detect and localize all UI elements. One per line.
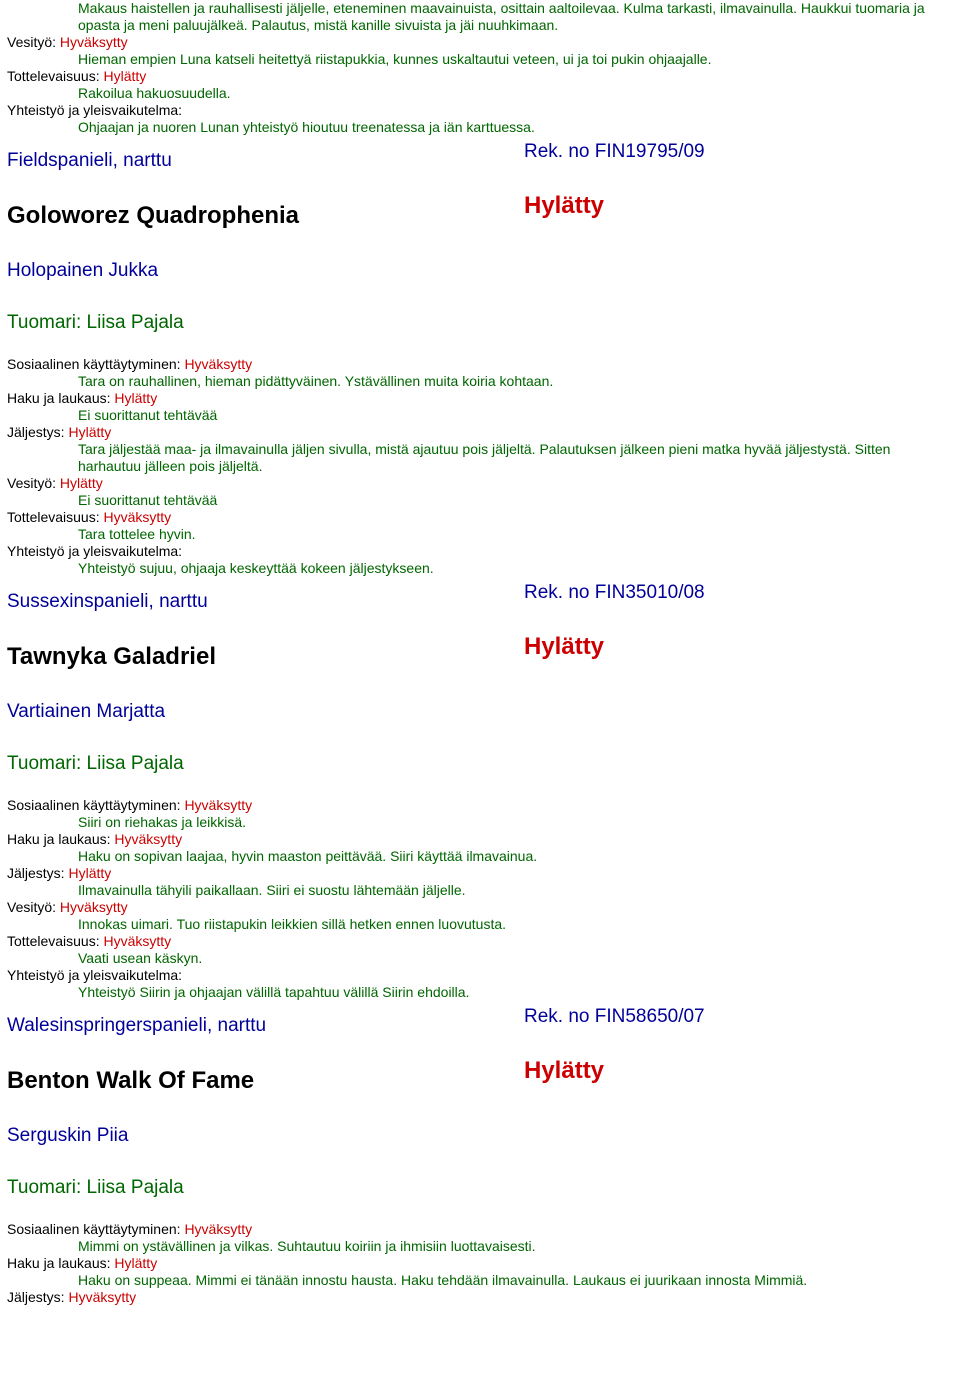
criterion-row [7, 1255, 960, 1272]
comment-text: Makaus haistellen ja rauhallisesti jäljelle, eteneminen maavainuista, osittain aaltoilevaa. Kulma tarkasti, ilmavainulla. Haukkui tuomaria ja [78, 0, 925, 16]
criterion-label: Haku ja laukaus: [7, 1255, 111, 1271]
dog-name: Tawnyka Galadriel [7, 643, 216, 670]
criterion-result: Hyväksytty [59, 34, 128, 50]
comment-text: Ilmavainulla tähyili paikallaan. Siiri ei suostu lähtemään jäljelle. [78, 882, 466, 898]
criterion-row [7, 831, 960, 848]
dog-header [7, 577, 960, 701]
criterion-row [7, 356, 960, 373]
comment-text: Yhteistyö Siirin ja ohjaajan välillä tapahtuu välillä Siirin ehdoilla. [78, 984, 470, 1000]
criterion-result: Hyväksytty [184, 356, 253, 372]
dog-header [7, 136, 960, 260]
criterion-row [7, 102, 960, 119]
criterion-row [7, 933, 960, 950]
comment-text: Yhteistyö sujuu, ohjaaja keskeyttää kokeen jäljestykseen. [78, 560, 434, 576]
criterion-row [7, 1289, 960, 1306]
criterion-row [7, 865, 960, 882]
comment-text: Haku on sopivan laajaa, hyvin maaston peittävää. Siiri käyttää ilmavainua. [78, 848, 538, 864]
comment-text: Haku on suppeaa. Mimmi ei tänään innostu hausta. Haku tehdään ilmavainulla. Laukaus ei juurikaan innosta Mimmiä. [78, 1272, 808, 1288]
criterion-row [7, 899, 960, 916]
criterion-label: Sosiaalinen käyttäytyminen: [7, 356, 181, 372]
owner-name: Holopainen Jukka [7, 260, 159, 281]
criterion-row [7, 797, 960, 814]
criterion-result: Hylätty [114, 390, 158, 406]
intro-section [7, 0, 960, 136]
comment-text: Tara on rauhallinen, hieman pidättyväinen. Ystävällinen muita koiria kohtaan. [78, 373, 554, 389]
criterion-label: Sosiaalinen käyttäytyminen: [7, 1221, 181, 1237]
dog-header [7, 1001, 960, 1125]
dog-name: Benton Walk Of Fame [7, 1067, 255, 1094]
criterion-result: Hyväksytty [59, 899, 128, 915]
criterion-row [7, 475, 960, 492]
verdict-badge: Hylätty [524, 192, 605, 219]
comment-text: Tara jäljestää maa- ja ilmavainulla jäljen sivulla, mistä ajautuu pois jäljeltä. Palautuksen jälkeen pieni matka hyvää jäljestystä. Sitten harhautuu jälleen pois jäljeltä. [78, 441, 891, 474]
criterion-label: Haku ja laukaus: [7, 390, 111, 406]
comment-text: Mimmi on ystävällinen ja vilkas. Suhtautuu koiriin ja ihmisiin luottavaisesti. [78, 1238, 536, 1254]
breed-label: Walesinspringerspanieli, narttu [7, 1015, 267, 1036]
registration-number: Rek. no FIN58650/07 [524, 1006, 705, 1027]
comment-text: Ei suorittanut tehtävää [78, 407, 218, 423]
comment-text: Ei suorittanut tehtävää [78, 492, 218, 508]
comment-text: Hieman empien Luna katseli heitettyä riistapukkia, kunnes uskaltautui veteen, ui ja toi pukin ohjaajalle. [78, 51, 712, 67]
criterion-label: Yhteistyö ja yleisvaikutelma: [7, 967, 183, 983]
criterion-row [7, 967, 960, 984]
dog-name: Goloworez Quadrophenia [7, 202, 300, 229]
criterion-row [7, 543, 960, 560]
criterion-result: Hyväksytty [184, 1221, 253, 1237]
criterion-label: Tottelevaisuus: [7, 933, 100, 949]
comment-text: Ohjaajan ja nuoren Lunan yhteistyö hioutuu treenatessa ja iän karttuessa. [78, 119, 535, 135]
comment-text: Vaati usean käskyn. [78, 950, 203, 966]
criterion-result: Hylätty [68, 865, 112, 881]
owner-name: Serguskin Piia [7, 1125, 129, 1146]
comment-text: Innokas uimari. Tuo riistapukin leikkien sillä hetken ennen luovutusta. [78, 916, 507, 932]
criterion-result: Hyväksytty [103, 509, 172, 525]
criterion-label: Sosiaalinen käyttäytyminen: [7, 797, 181, 813]
criterion-result: Hylätty [59, 475, 103, 491]
criterion-label: Haku ja laukaus: [7, 831, 111, 847]
criterion-label: Vesityö: [7, 899, 57, 915]
owner-name: Vartiainen Marjatta [7, 701, 166, 722]
comment-text: Rakoilua hakuosuudella. [78, 85, 231, 101]
criterion-row [7, 34, 960, 51]
comment-text: opasta ja meni paluujälkeä. Palautus, mistä kanille sivuista ja jäi nuuhkimaan. [78, 17, 559, 33]
registration-number: Rek. no FIN19795/09 [524, 141, 705, 162]
criterion-label: Yhteistyö ja yleisvaikutelma: [7, 102, 183, 118]
criterion-label: Vesityö: [7, 34, 57, 50]
criterion-result: Hyväksytty [68, 1289, 137, 1305]
verdict-badge: Hylätty [524, 633, 605, 660]
criterion-label: Jäljestys: [7, 865, 65, 881]
criterion-label: Tottelevaisuus: [7, 509, 100, 525]
criterion-result: Hylätty [103, 68, 147, 84]
dog-entry [7, 577, 960, 1001]
criterion-result: Hyväksytty [184, 797, 253, 813]
criterion-row [7, 509, 960, 526]
criterion-row [7, 424, 960, 441]
judge-name: Tuomari: Liisa Pajala [7, 312, 184, 333]
dog-entry [7, 136, 960, 577]
criterion-label: Yhteistyö ja yleisvaikutelma: [7, 543, 183, 559]
judge-name: Tuomari: Liisa Pajala [7, 753, 184, 774]
criterion-label: Vesityö: [7, 475, 57, 491]
criterion-result: Hyväksytty [114, 831, 183, 847]
verdict-badge: Hylätty [524, 1057, 605, 1084]
criterion-result: Hyväksytty [103, 933, 172, 949]
comment-text: Siiri on riehakas ja leikkisä. [78, 814, 247, 830]
criterion-result: Hylätty [114, 1255, 158, 1271]
criterion-label: Tottelevaisuus: [7, 68, 100, 84]
criterion-result: Hylätty [68, 424, 112, 440]
judge-name: Tuomari: Liisa Pajala [7, 1177, 184, 1198]
registration-number: Rek. no FIN35010/08 [524, 582, 705, 603]
dog-entry [7, 1001, 960, 1306]
criterion-label: Jäljestys: [7, 424, 65, 440]
comment-text: Tara tottelee hyvin. [78, 526, 196, 542]
criterion-label: Jäljestys: [7, 1289, 65, 1305]
criterion-row [7, 1221, 960, 1238]
breed-label: Fieldspanieli, narttu [7, 150, 172, 171]
criterion-row [7, 390, 960, 407]
criterion-row [7, 68, 960, 85]
breed-label: Sussexinspanieli, narttu [7, 591, 208, 612]
